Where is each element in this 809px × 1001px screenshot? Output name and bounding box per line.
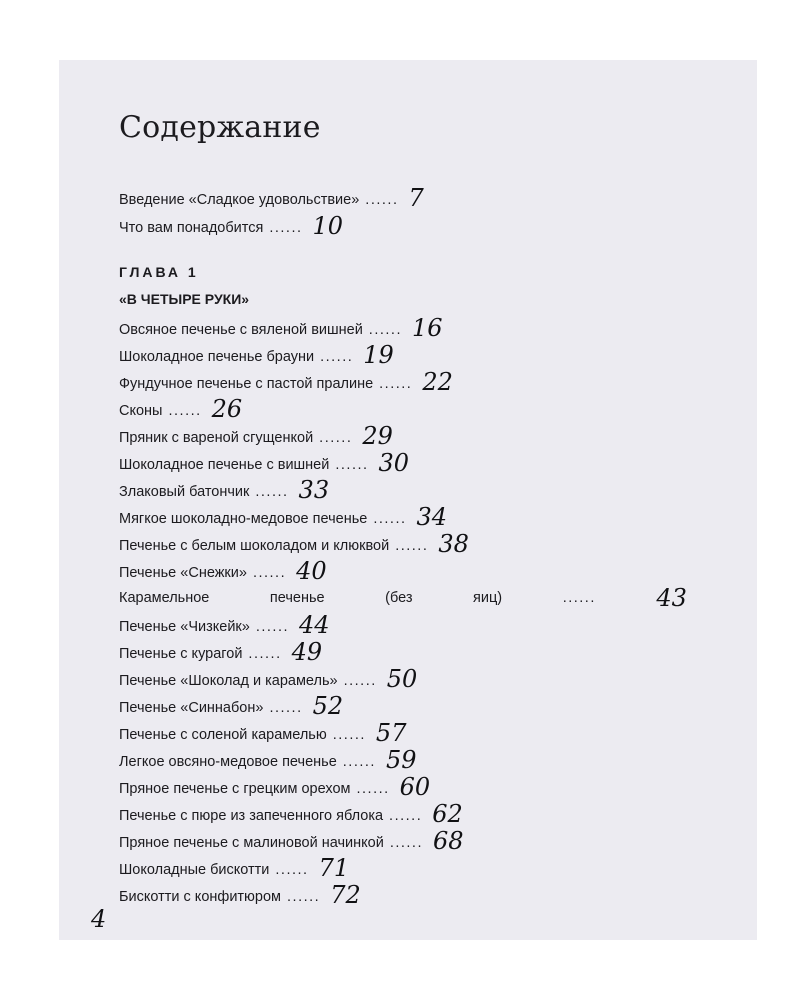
toc-entry: [119, 638, 323, 666]
toc-entry-label: Печенье с курагой: [119, 646, 243, 662]
toc-leader-dots: ......: [365, 192, 399, 208]
toc-entry-justified: [119, 584, 687, 612]
toc-page-number: 29: [362, 422, 393, 450]
toc-leader-dots: ......: [269, 220, 303, 236]
toc-page-number: 72: [330, 881, 361, 909]
toc-page-number: 44: [299, 611, 330, 639]
toc-entry-label: Легкое овсяно-медовое печенье: [119, 754, 337, 770]
toc-page-number: 71: [318, 854, 350, 882]
toc-entry: [119, 395, 243, 423]
toc-page-number: 16: [411, 314, 443, 342]
toc-leader-dots: ......: [319, 430, 353, 446]
toc-leader-dots: ......: [275, 862, 309, 878]
toc-entry: [119, 314, 443, 342]
toc-entry: [119, 476, 330, 504]
toc-leader-dots: ......: [395, 538, 429, 554]
toc-entry-label: Мягкое шоколадно-медовое печенье: [119, 511, 368, 527]
toc-leader-dots: ......: [168, 403, 202, 419]
page-title: Содержание: [119, 110, 321, 145]
toc-leader-dots: ......: [373, 511, 407, 527]
book-page: [59, 60, 757, 940]
toc-entry: [119, 746, 417, 774]
toc-entry-word: яиц): [473, 590, 503, 606]
toc-entry-label: Бискотти с конфитюром: [119, 889, 282, 905]
toc-leader-dots: ......: [320, 349, 354, 365]
toc-entry: [119, 503, 448, 531]
toc-leader-dots: ......: [248, 646, 282, 662]
toc-page-number: 26: [211, 395, 243, 423]
toc-page-number: 52: [312, 692, 344, 720]
toc-entry: [119, 881, 361, 909]
toc-entry: [119, 827, 464, 855]
toc-entry-label: Шоколадное печенье брауни: [119, 349, 315, 365]
toc-entry-label: Печенье «Снежки»: [119, 565, 247, 581]
toc-leader-dots: ......: [335, 457, 369, 473]
toc-entry: [119, 341, 394, 369]
toc-leader-dots: ......: [379, 376, 413, 392]
toc-entry-label: Шоколадные бискотти: [119, 862, 270, 878]
toc-page-number: 34: [416, 503, 448, 531]
toc-entry: [119, 692, 344, 720]
toc-entry: [119, 368, 453, 396]
toc-leader-dots: ......: [368, 322, 402, 338]
toc-entry: [119, 611, 330, 639]
toc-page-number: 10: [312, 212, 344, 240]
toc-leader-dots: ......: [343, 673, 377, 689]
toc-page-number: 22: [422, 368, 453, 396]
toc-entry-label: Печенье «Шоколад и карамель»: [119, 673, 338, 689]
toc-entry-label: Пряник с вареной сгущенкой: [119, 430, 314, 446]
toc-page-number: 50: [386, 665, 418, 693]
toc-page-number: 19: [363, 341, 394, 369]
toc-entry-word: печенье: [269, 590, 325, 606]
toc-entry: [119, 773, 431, 801]
toc-page-number: 49: [291, 638, 323, 666]
toc-leader-dots: ......: [356, 781, 390, 797]
toc-entry: [119, 449, 410, 477]
toc-leader-dots: ......: [562, 590, 596, 606]
toc-entry-label: Что вам понадобится: [119, 220, 264, 236]
toc-entry-word: (без: [385, 590, 413, 606]
toc-page-number: 60: [399, 773, 431, 801]
page-number: 4: [91, 905, 107, 933]
chapter-title: «В ЧЕТЫРЕ РУКИ»: [119, 291, 250, 307]
toc-entry: [119, 800, 463, 828]
toc-entry-label: Сконы: [119, 403, 163, 419]
toc-leader-dots: ......: [255, 619, 290, 635]
toc-entry-label: Овсяное печенье с вяленой вишней: [119, 322, 363, 338]
toc-page-number: 7: [408, 184, 424, 212]
toc-entry-label: Печенье с белым шоколадом и клюквой: [119, 538, 390, 554]
toc-entry: [119, 422, 393, 450]
toc-entry-label: Печенье «Синнабон»: [119, 700, 264, 716]
toc-entry-label: Печенье «Чизкейк»: [119, 619, 250, 635]
toc-entry: [119, 665, 418, 693]
toc-entry: [119, 184, 424, 212]
toc-page-number: 30: [378, 449, 410, 477]
toc-page-number: 59: [385, 746, 417, 774]
toc-entry-label: Фундучное печенье с пастой пралине: [119, 376, 374, 392]
toc-entry-label: Пряное печенье с малиновой начинкой: [119, 835, 384, 851]
toc-page-number: 38: [438, 530, 469, 558]
chapter-label: ГЛАВА 1: [119, 264, 199, 280]
toc-entry-label: Печенье с соленой карамелью: [119, 727, 327, 743]
toc-entry-word: Карамельное: [119, 590, 210, 606]
toc-entry: [119, 530, 469, 558]
toc-entry: [119, 854, 350, 882]
toc-leader-dots: ......: [332, 727, 366, 743]
toc-page-number: 33: [298, 476, 330, 504]
toc-entry: [119, 557, 327, 585]
toc-page-number: 62: [432, 800, 463, 828]
toc-page-number: 57: [375, 719, 407, 747]
toc-page-number: 68: [432, 827, 464, 855]
toc-entry-label: Введение «Сладкое удовольствие»: [119, 192, 360, 208]
toc-leader-dots: ......: [389, 835, 423, 851]
toc-entry-label: Печенье с пюре из запеченного яблока: [119, 808, 384, 824]
toc-leader-dots: ......: [389, 808, 423, 824]
toc-leader-dots: ......: [255, 484, 289, 500]
toc-leader-dots: ......: [287, 889, 321, 905]
toc-entry: [119, 212, 344, 240]
toc-entry-label: Злаковый батончик: [119, 484, 250, 500]
toc-leader-dots: ......: [269, 700, 303, 716]
toc-leader-dots: ......: [342, 754, 376, 770]
toc-leader-dots: ......: [252, 565, 287, 581]
toc-entry-label: Шоколадное печенье с вишней: [119, 457, 330, 473]
toc-entry-label: Пряное печенье с грецким орехом: [119, 781, 351, 797]
toc-page-number: 43: [656, 584, 687, 612]
toc-page-number: 40: [296, 557, 327, 585]
toc-entry: [119, 719, 407, 747]
